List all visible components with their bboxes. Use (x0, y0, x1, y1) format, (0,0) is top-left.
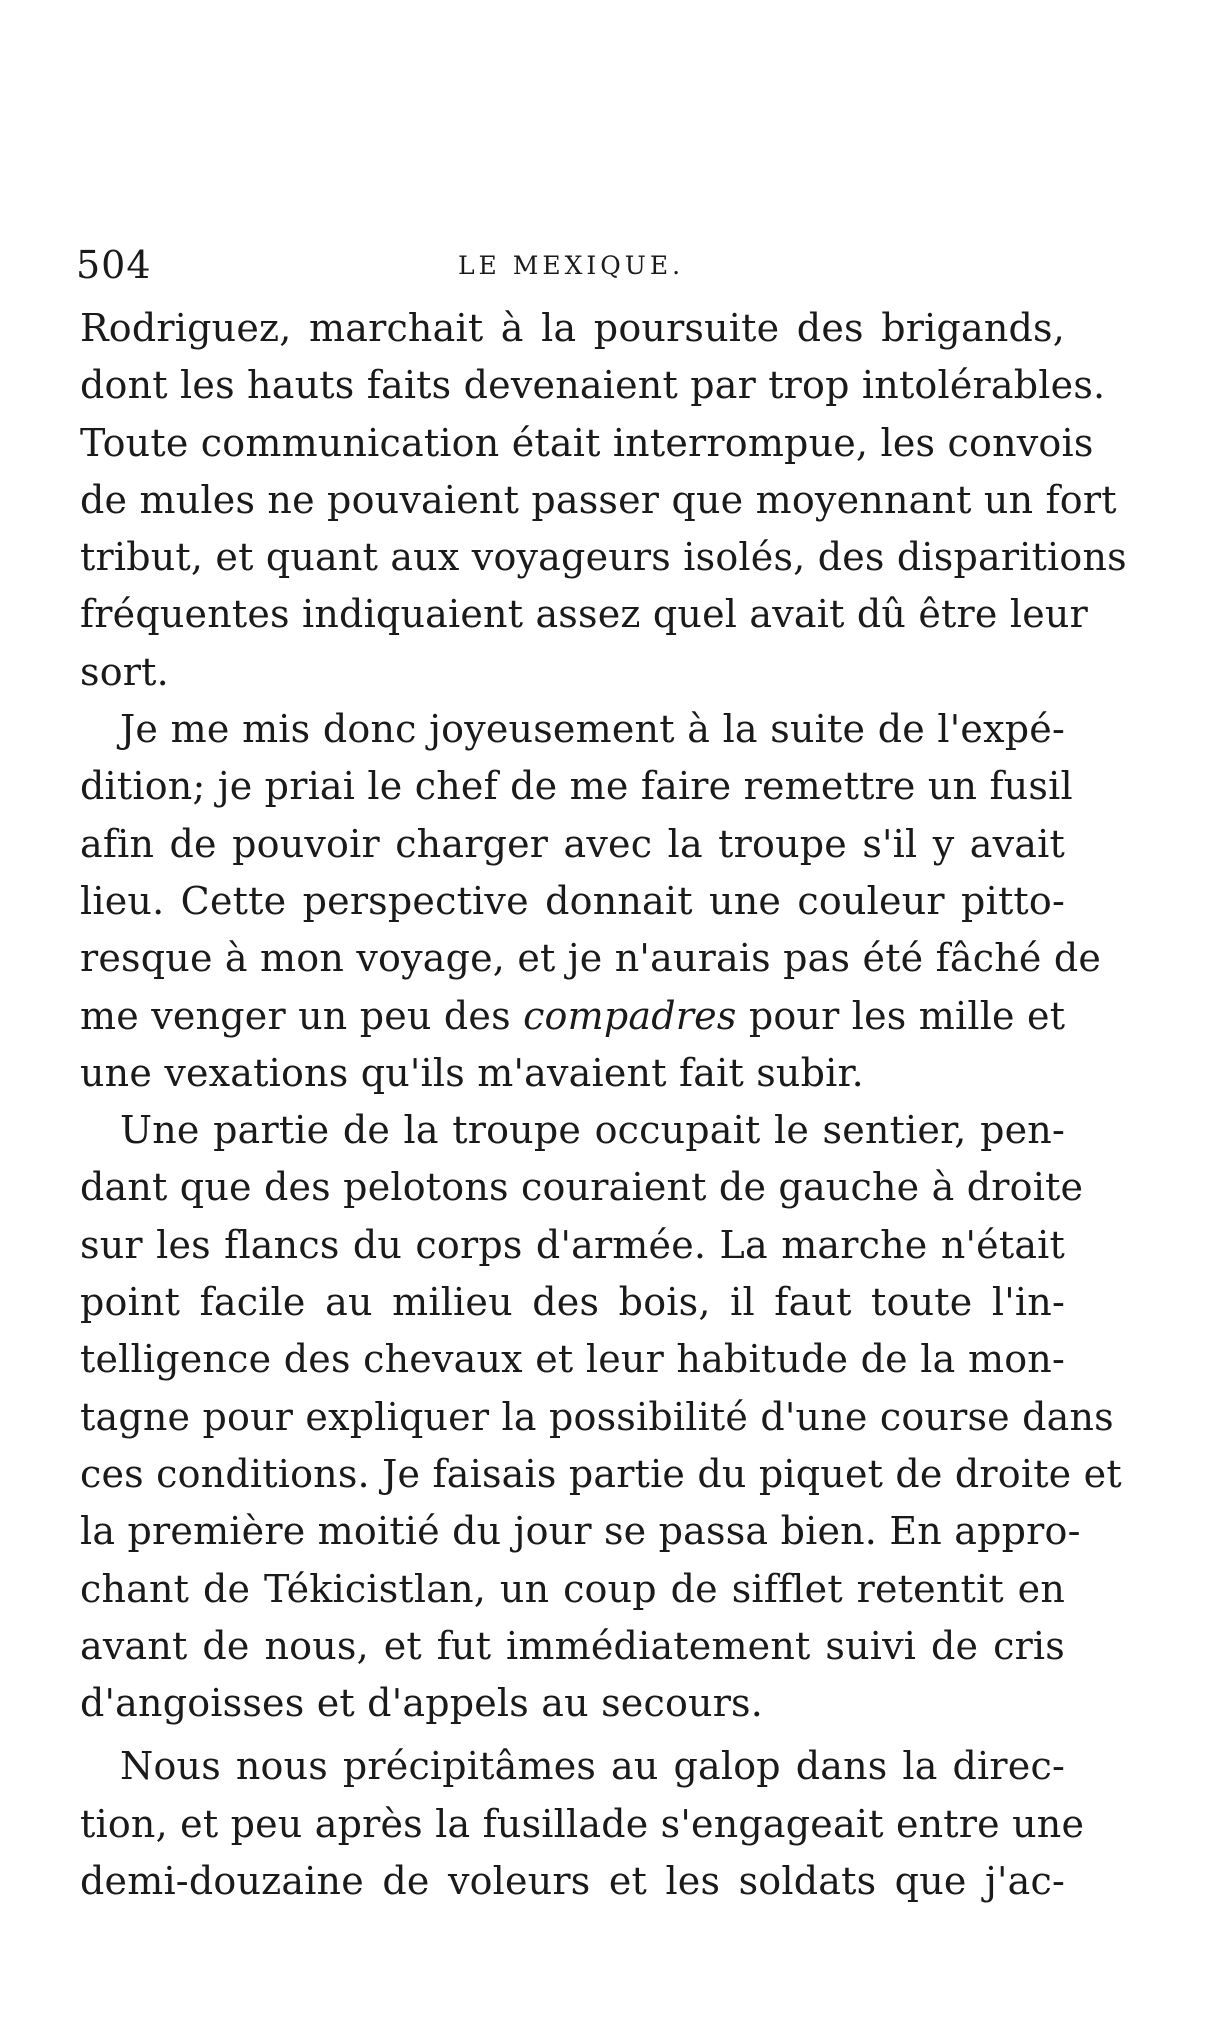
text-line: Nous nous précipitâmes au galop dans la direc- (120, 1744, 1065, 1789)
text-line: Rodriguez, marchait à la poursuite des brigands, (80, 306, 1065, 350)
page-number: 504 (76, 243, 152, 287)
text-line: tion, et peu après la fusillade s'engageait entre une (80, 1801, 1085, 1846)
paragraph (80, 1738, 1085, 1910)
body-text (80, 300, 1127, 1910)
text-line: avant de nous, et fut immédiatement suivi de cris (80, 1623, 1065, 1668)
text-line: lieu. Cette perspective donnait une couleur pitto- (80, 878, 1065, 923)
text-line: la première moitié du jour se passa bien. En appro- (80, 1509, 1081, 1554)
text-line: de mules ne pouvaient passer que moyennant un fort (80, 477, 1117, 522)
text-line: point facile au milieu des bois, il faut toute l'in- (80, 1280, 1065, 1325)
text-line: resque à mon voyage, et je n'aurais pas été fâché de (80, 936, 1102, 981)
text-segment: pour les mille et (736, 993, 1066, 1038)
text-line: demi-douzaine de voleurs et les soldats que j'ac- (80, 1859, 1065, 1904)
text-line: tagne pour expliquer la possibilité d'une course dans (80, 1394, 1114, 1439)
text-line: telligence des chevaux et leur habitude de la mon- (80, 1337, 1065, 1382)
text-line: fréquentes indiquaient assez quel avait dû être leur (80, 592, 1088, 637)
text-line: ces conditions. Je faisais partie du piquet de droite et (80, 1451, 1122, 1496)
text-line: dant que des pelotons couraient de gauche à droite (80, 1165, 1084, 1210)
text-segment: me venger un peu des (80, 993, 524, 1038)
text-line: d'angoisses et d'appels au secours. (80, 1681, 764, 1726)
text-line: afin de pouvoir charger avec la troupe s'il y avait (80, 821, 1065, 866)
italic-word: compadres (523, 993, 737, 1038)
text-line: dont les hauts faits devenaient par trop intolérables. (80, 363, 1106, 408)
text-line: tribut, et quant aux voyageurs isolés, des disparitions (80, 535, 1127, 580)
text-line: sur les flancs du corps d'armée. La marche n'était (80, 1222, 1065, 1267)
running-title: LE MEXIQUE. (457, 251, 685, 280)
running-head (76, 242, 1066, 288)
text-line: Une partie de la troupe occupait le sentier, pen- (120, 1108, 1065, 1153)
text-line: dition; je priai le chef de me faire remettre un fusil (80, 764, 1073, 809)
paragraph (80, 701, 1102, 1102)
text-line-with-italic (80, 988, 1065, 1045)
paragraph (80, 1102, 1122, 1732)
text-line: chant de Tékicistlan, un coup de sifflet retentit en (80, 1566, 1065, 1611)
text-line: Je me mis donc joyeusement à la suite de l'expé- (120, 707, 1065, 752)
text-line: sort. (80, 649, 169, 694)
paragraph (80, 300, 1127, 701)
text-line: Toute communication était interrompue, les convois (80, 420, 1094, 465)
text-line: une vexations qu'ils m'avaient fait subir. (80, 1050, 864, 1095)
